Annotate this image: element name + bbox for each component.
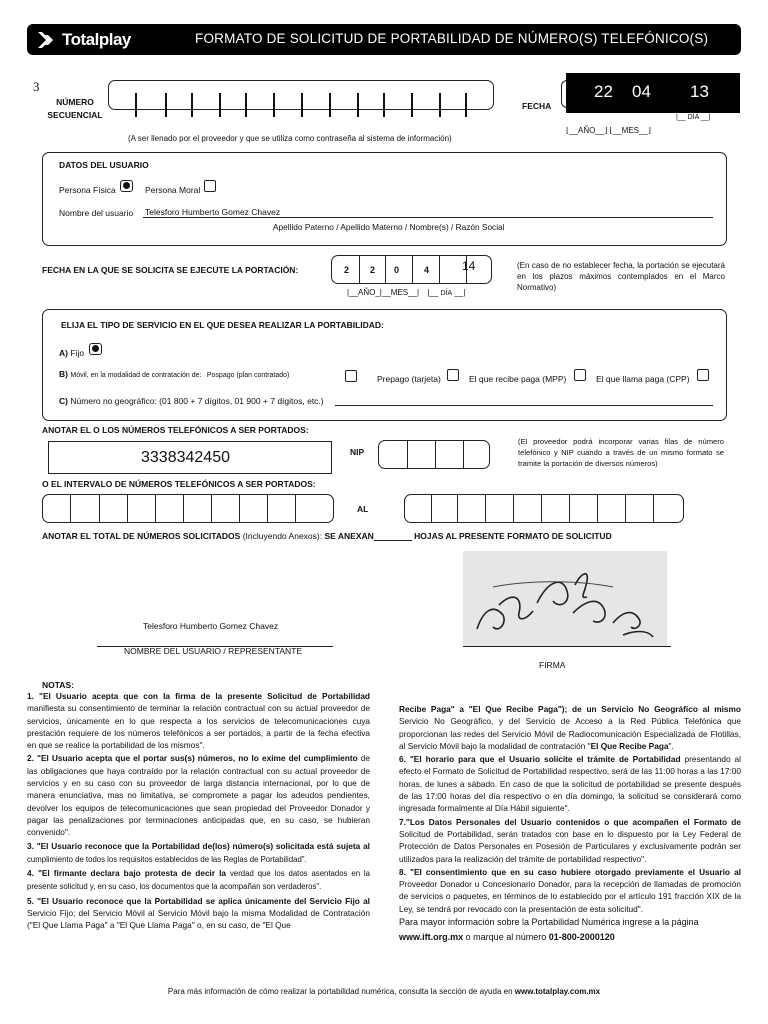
servicio-a-letter: A) <box>59 348 68 358</box>
servicio-title: ELIJA EL TIPO DE SERVICIO EN EL QUE DESEA REALIZAR LA PORTABILIDAD: <box>61 320 384 330</box>
signature-image <box>463 551 667 647</box>
secuencial-label <box>44 96 106 122</box>
nota-5-cont-rest: Servicio No Geográfico, y del Servicio de Acceso a la Red Pública Telefónica que proporcionan las redes del Servicio Móvil de Radiocomunicación Especializada de Flotillas, al Servicio Móvil bajo la modalidad de contratación " <box>399 716 741 751</box>
firma-line <box>463 646 671 647</box>
intervalo-label: O EL INTERVALO DE NÚMEROS TELEFÓNICOS A SER PORTADOS: <box>42 479 316 489</box>
notas-left-column <box>27 690 370 933</box>
al-label: AL <box>357 504 369 514</box>
numero-field[interactable] <box>48 441 332 474</box>
info-mid: o marque al número <box>463 932 549 943</box>
fp-digit-1: 2 <box>344 265 350 275</box>
nota-4-rest: verdad que los datos asentados en la presente solicitud y, en su caso, los documentos que la acompañan son verdaderos". <box>27 869 370 892</box>
fecha-day: 13 <box>690 82 709 101</box>
nota-2-bold: 2. "El Usuario acepta que el portar sus(s) números, no lo exime del cumplimiento <box>27 753 358 764</box>
servicio-b <box>59 369 289 379</box>
nombre-hint: Apellido Paterno / Apellido Materno / Nombre(s) / Razón Social <box>273 222 505 232</box>
signature-scribble <box>463 551 667 647</box>
page-number: 3 <box>33 79 40 94</box>
servicio-c <box>59 396 324 406</box>
hojas-field[interactable] <box>374 532 412 541</box>
firma-nombre-value: Telesforo Humberto Gomez Chavez <box>143 621 279 631</box>
fp-day-label: DÍA <box>440 290 453 297</box>
servicio-b-label: Móvil, en la modalidad de contratación de: <box>70 372 202 379</box>
servicio-a-label: Fijo <box>70 348 85 358</box>
nota-7 <box>399 816 741 865</box>
fp-day: 14 <box>462 259 476 273</box>
nota-5-cont-bold: Recibe Paga" a "El Que Recibe Paga"); de un Servicio No Geográfico al mismo <box>399 704 741 714</box>
mpp-checkbox[interactable] <box>574 369 586 381</box>
cpp-label: El que llama paga (CPP) <box>596 374 690 384</box>
brand-name: Totalplay <box>62 29 131 49</box>
servicio-c-label: Número no geográfico: (01 800 + 7 dígitos, 01 900 + 7 dígitos, etc.) <box>70 396 324 406</box>
notas-title: NOTAS: <box>42 680 74 690</box>
nip-label: NIP <box>350 447 365 457</box>
nip-note: (El proveedor podrá incorporar varias filas de número telefónico y NIP cuando a través de un mismo formato se tramite la portación de diversos números) <box>518 437 724 468</box>
usuario-section-title: DATOS DEL USUARIO <box>59 160 149 170</box>
nota-6-bold: 6. "El horario para que el Usuario solicite el trámite de Portabilidad <box>399 754 681 765</box>
totalplay-arrow-icon <box>37 31 59 49</box>
fecha-portacion-label: FECHA EN LA QUE SE SOLICITA SE EJECUTE LA PORTACIÓN: <box>42 265 299 275</box>
prepago-checkbox[interactable] <box>447 369 459 381</box>
nota-6 <box>399 753 741 814</box>
fecha-day-caption: |__ DÍA __| <box>676 114 711 121</box>
nota-2-rest: de las obligaciones que haya contraído por la relación contractual con su actual proveedor de servicios y en su caso con su proveedor de larga distancia internacional, por lo que de manera enunciativa, mas no limitativa, se compromete a pagar los adeudos pendientes, devolver los equipos de telecomunicaciones que sean propiedad del Proveedor Donador y pagar las penalizaciones por terminaciones anticipadas que, en su caso, se hubieran convenido". <box>27 753 370 838</box>
nota-5-cont-end: El Que Recibe Paga <box>590 740 669 751</box>
fecha-month-label: MES <box>621 126 639 135</box>
nota-3-rest: cumplimiento de todos los requisitos establecidos de las Reglas de Portabilidad". <box>27 854 307 864</box>
persona-moral-label: Persona Moral <box>145 185 201 195</box>
fp-digit-2: 2 <box>370 265 376 275</box>
fp-note: (En caso de no establecer fecha, la portación se ejecutará en los plazos máximos contemplados en el Marco Normativo) <box>517 261 725 292</box>
prepago-label: Prepago (tarjeta) <box>377 374 441 384</box>
no-geografico-field[interactable] <box>335 396 713 406</box>
nombre-value: Telesforo Humberto Gomez Chavez <box>145 207 281 217</box>
fijo-radio[interactable] <box>89 343 102 355</box>
secuencial-field[interactable] <box>108 80 494 110</box>
nombre-field[interactable] <box>143 207 713 218</box>
brand-logo <box>37 29 131 50</box>
fp-captions: |__AÑO_|__MES__| |__ DÍA __| <box>347 288 466 297</box>
total-label-d: HOJAS AL PRESENTE FORMATO DE SOLICITUD <box>414 531 612 541</box>
nota-5-rest: Servicio Fijo; del Servicio Móvil al Servicio Móvil bajo la misma Modalidad de Contratación ("El Que Llama Paga" a "El Que Llama Paga" o, en su caso, de "El Que <box>27 908 370 931</box>
intervalo-from-field[interactable] <box>42 494 334 523</box>
ift-phone: 01-800-2000120 <box>548 932 615 943</box>
fp-year-label: AÑO <box>357 288 376 297</box>
servicio-a <box>59 348 84 358</box>
numeros-label: ANOTAR EL O LOS NÚMEROS TELEFÓNICOS A SER PORTADOS: <box>42 425 309 435</box>
fp-digit-4: 4 <box>424 265 430 275</box>
fecha-year-label: AÑO <box>578 126 596 135</box>
firma-nombre-caption: NOMBRE DEL USUARIO / REPRESENTANTE <box>124 646 303 656</box>
fp-month-label: MES <box>390 288 409 297</box>
nota-8-rest: Proveedor Donador u Concesionario Donador, para la recepción de llamadas de promoción de servicios o paquetes, en términos de lo establecido por el artículo 191 fracción XIX de la Ley, se tendrá por revocado con la presentación de esta solicitud". <box>399 879 741 914</box>
footer-text: Para más información de cómo realizar la portabilidad numérica, consulta la sección de ayuda en <box>167 987 515 996</box>
info-line: Para mayor información sobre la Portabilidad Numérica ingrese a la página <box>399 917 699 928</box>
pospago-checkbox[interactable] <box>345 370 357 382</box>
cpp-checkbox[interactable] <box>697 369 709 381</box>
mpp-label: El que recibe paga (MPP) <box>469 374 567 384</box>
nota-4 <box>27 867 370 894</box>
fecha-captions: ⌊__AÑO__⌋ ⌊__MES__⌋ <box>566 126 652 135</box>
ift-link[interactable]: www.ift.org.mx <box>399 932 464 943</box>
persona-fisica-label: Persona Física <box>59 185 116 195</box>
fp-digit-3: 0 <box>394 265 400 275</box>
nota-3 <box>27 840 370 867</box>
total-label-b: (Incluyendo Anexos): <box>242 531 323 541</box>
intervalo-to-field[interactable] <box>404 494 684 523</box>
nota-2 <box>27 752 370 838</box>
nota-4-bold: 4. "El firmante declara bajo protesta de decir la <box>27 868 227 879</box>
servicio-b-letter: B) <box>59 369 68 379</box>
total-label-c: SE ANEXAN <box>324 531 374 541</box>
footer-link[interactable]: www.totalplay.com.mx <box>514 987 601 996</box>
persona-moral-checkbox[interactable] <box>204 180 216 192</box>
secuencial-label-line1: NÚMERO <box>56 97 94 107</box>
header-bar <box>27 24 741 55</box>
fecha-month: 04 <box>632 82 651 101</box>
nota-1 <box>27 690 370 751</box>
usuario-section <box>42 152 727 246</box>
secuencial-note: (A ser llenado por el proveedor y que se utiliza como contraseña al sistema de información) <box>128 134 452 143</box>
footer <box>0 987 768 996</box>
total-line <box>42 531 612 541</box>
numero-value: 3338342450 <box>141 449 230 466</box>
nota-1-rest: manifiesta su consentimiento de terminar la relación contractual con su actual proveedor de servicios, únicamente en lo que respecta a los servicios de telecomunicaciones cuya prestación requiere de los números telefónicos a ser portados, a partir de la fecha efectiva en que se realice la portabilidad de los mismos". <box>27 703 370 751</box>
nota-5 <box>27 895 370 932</box>
nota-1-bold: 1. "El Usuario acepta que con la firma de la presente Solicitud de Portabilidad <box>27 691 370 701</box>
form-title: FORMATO DE SOLICITUD DE PORTABILIDAD DE NÚMERO(S) TELEFÓNICO(S) <box>195 31 709 46</box>
pospago-label: Pospago (plan contratado) <box>206 372 290 379</box>
servicio-section <box>42 309 727 421</box>
nota-3-bold: 3. "El Usuario reconoce que la Portabilidad de(los) número(s) solicitada está sujeta al <box>27 840 370 851</box>
secuencial-label-line2: SECUENCIAL <box>47 110 103 120</box>
nota-8 <box>399 866 741 915</box>
nota-6-rest: presentando al efecto el Formato de Solicitud de Portabilidad respectivo, será de las 11:00 horas a las 17:00 horas, de lunes a sábado. En caso de que la solicitud de portabilidad se presente después de las 17:00 horas del día respectivo o en día domingo, la solicitud se considerará como ingresada formalmente al Día Hábil siguiente". <box>399 754 742 814</box>
nota-5-bold: 5. "El Usuario reconoce que la Portabilidad se aplica únicamente del Servicio Fijo al <box>27 895 370 906</box>
nota-5-cont: Recibe Paga" a "El Que Recibe Paga"); de un Servicio No Geográfico al mismo Servicio No Geográfico, y del Servicio de Acceso a la Red Pública Telefónica que proporcionan las redes del Servicio Móvil de Radiocomunicación Especializada de Flotillas, al Servicio Móvil bajo la modalidad de contratación "El Que Recibe Paga". <box>399 704 741 751</box>
notas-right-column <box>399 703 741 945</box>
fecha-year: 22 <box>594 82 613 101</box>
nip-field[interactable] <box>378 440 490 469</box>
servicio-c-letter: C) <box>59 396 68 406</box>
fecha-portacion-field[interactable] <box>331 255 492 284</box>
total-label-a: ANOTAR EL TOTAL DE NÚMEROS SOLICITADOS <box>42 531 241 541</box>
nombre-label: Nombre del usuario <box>59 208 134 218</box>
fecha-value-box[interactable] <box>566 73 740 113</box>
nota-7-bold: 7."Los Datos Personales del Usuario contenidos o que acompañen el Formato de <box>399 816 741 827</box>
info-contact <box>399 931 741 943</box>
fecha-label: FECHA <box>522 101 552 111</box>
nota-7-rest: Solicitud de Portabilidad, serán tratados con base en lo dispuesto por la Ley Federal de Protección de Datos Personales en Posesión de Particulares y exclusivamente podrán ser utilizados para la realización del trámite de portabilidad respectivo". <box>399 828 741 864</box>
fecha-day-label: DÍA <box>687 114 699 121</box>
persona-fisica-radio[interactable] <box>120 180 133 192</box>
firma-caption: FIRMA <box>539 660 566 670</box>
nota-8-bold: 8. "El consentimiento que en su caso hubiere otorgado previamente el Usuario al <box>399 866 741 877</box>
